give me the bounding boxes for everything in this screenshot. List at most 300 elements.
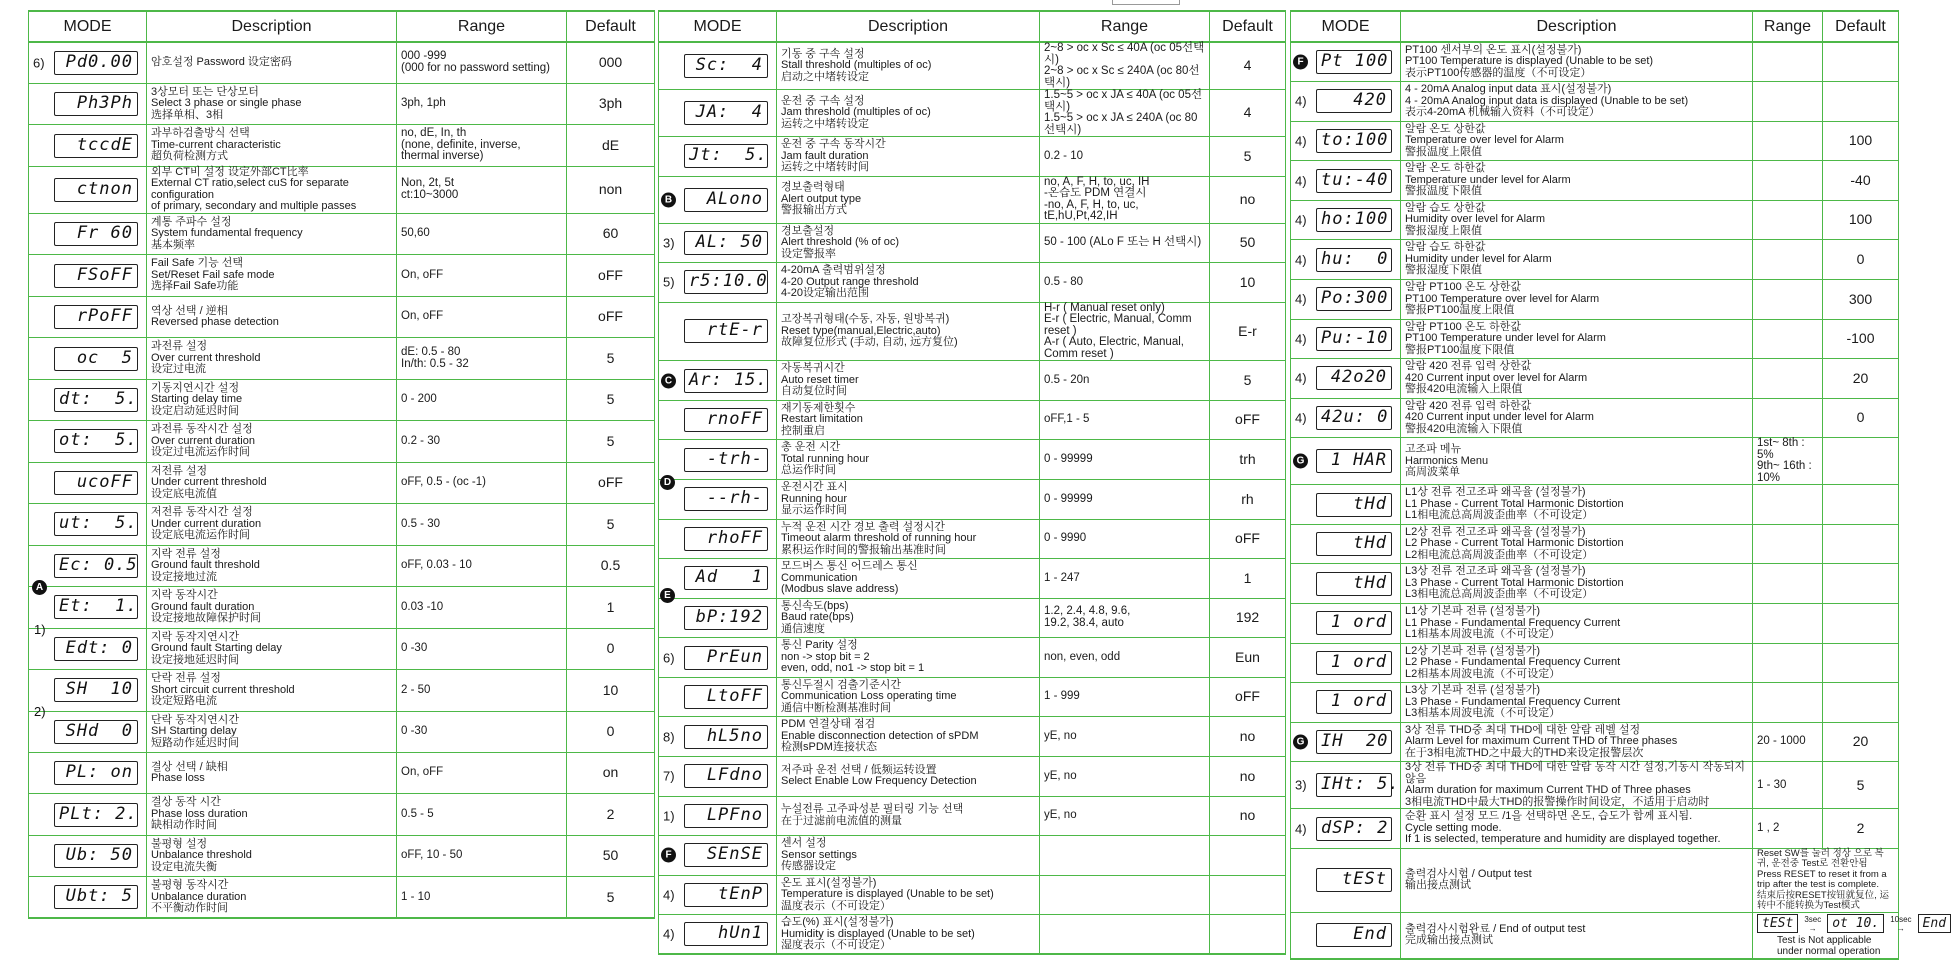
lcd-display: tHd	[1316, 493, 1392, 517]
lcd-display: r5:10.0	[684, 270, 768, 294]
table-row	[29, 835, 655, 876]
range-cell	[1753, 82, 1823, 122]
default-cell: 5	[567, 421, 655, 462]
table-row	[29, 42, 655, 83]
table-row	[1291, 359, 1899, 399]
description-cell: 모드버스 통신 어드레스 통신 Communication (Modbus slave address)	[777, 559, 1040, 599]
default-cell	[1823, 42, 1899, 82]
range-cell: 0.5 - 5	[397, 794, 567, 835]
range-cell: 0 - 9990	[1040, 519, 1210, 559]
mode-cell	[1291, 42, 1401, 82]
table-row	[659, 400, 1286, 440]
default-cell	[1823, 438, 1899, 485]
default-cell: 0.5	[567, 545, 655, 586]
lcd-display: Ph3Ph	[54, 92, 138, 116]
table-row	[659, 875, 1286, 915]
footnote-marker: 7)	[663, 768, 675, 784]
lcd-display: tHd	[1316, 532, 1392, 556]
footnote-marker: 6)	[33, 55, 45, 71]
mode-cell	[659, 598, 777, 638]
range-cell: H-r ( Manual reset only) E-r ( Electric, Manual, Comm reset ) A-r ( Auto, Electric, Manual, Comm reset )	[1040, 302, 1210, 361]
arrow-right-icon: 3sec →	[1804, 914, 1822, 933]
lcd-display: rnoFF	[684, 408, 768, 432]
footnote-marker-1: 1)	[34, 622, 46, 637]
lcd-display: Et: 1.	[54, 595, 138, 619]
lcd-display: LtoFF	[684, 685, 768, 709]
range-cell: 0.5 - 20n	[1040, 361, 1210, 401]
range-cell: no, A, F, H, to, uc, IH -온습도 PDM 연결시 -no, A, F, H, to, uc, tE,hU,Pt,42,IH	[1040, 176, 1210, 223]
mode-cell	[659, 361, 777, 401]
description-cell: L3상 전류 전고조파 왜곡율 (설정불가) L3 Phase - Current Total Harmonic Distortion L3相电流总高周波歪曲率（不可设定）	[1401, 564, 1753, 604]
description-cell: 알람 습도 하한값 Humidity under level for Alarm 警报湿度下限值	[1401, 240, 1753, 280]
lcd-display: AL: 50	[684, 231, 768, 255]
range-cell: 2~8 > oc x Sc ≤ 40A (oc 05선택시) 2~8 > oc x Sc ≤ 240A (oc 80선택시)	[1040, 42, 1210, 90]
table-row	[29, 83, 655, 124]
panel-1	[28, 10, 654, 915]
table-row	[1291, 683, 1899, 723]
section-marker: G	[1293, 454, 1308, 469]
panel-2	[658, 10, 1285, 952]
description-cell: PT100 센서부의 온도 표시(설정불가) PT100 Temperature is displayed (Unable to be set) 表示PT100传感器的温度（不可设定）	[1401, 42, 1753, 82]
range-cell: 0.03 -10	[397, 587, 567, 628]
section-marker-d: D	[660, 475, 675, 490]
description-cell: 4-20mA 출력범위설정 4-20 Output range threshold 4-20设定输出范围	[777, 263, 1040, 303]
sequence-step-ot: ot 10.	[1827, 914, 1884, 933]
range-cell	[1753, 643, 1823, 683]
default-cell	[1823, 485, 1899, 525]
mode-cell	[1291, 438, 1401, 485]
lcd-display: PLt: 2.	[54, 803, 138, 827]
default-cell: 1	[567, 587, 655, 628]
table-row	[1291, 762, 1899, 809]
description-cell: 과부하검출방식 선택 Time-current characteristic 超负荷检测方式	[147, 125, 397, 166]
lcd-display: 1 ord	[1316, 651, 1392, 675]
default-cell: 100	[1823, 121, 1899, 161]
range-cell	[1753, 564, 1823, 604]
default-cell: no	[1210, 717, 1286, 757]
table-row	[29, 877, 655, 918]
mode-cell	[659, 836, 777, 876]
mode-cell	[1291, 121, 1401, 161]
mode-cell	[1291, 240, 1401, 280]
description-cell: 결상 선택 / 缺相 Phase loss	[147, 753, 397, 794]
description-cell: 누설전류 고주파성분 필터링 기능 선택 在于过滤前电流值的测量	[777, 796, 1040, 836]
default-cell	[1823, 82, 1899, 122]
range-cell: 0 -30	[397, 711, 567, 752]
table-row	[1291, 42, 1899, 82]
mode-cell	[659, 875, 777, 915]
lcd-display: tu:-40	[1316, 169, 1392, 193]
description-cell: 누적 운전 시간 경보 출력 설정시간 Timeout alarm threshold of running hour 累积运作时间的警报输出基准时间	[777, 519, 1040, 559]
mode-cell	[29, 711, 147, 752]
header-range: Range	[397, 11, 567, 42]
range-cell: no, dE, In, th (none, definite, inverse, thermal inverse)	[397, 125, 567, 166]
table-row	[1291, 524, 1899, 564]
default-cell: -40	[1823, 161, 1899, 201]
footnote-marker: 1)	[663, 808, 675, 824]
table-row	[659, 176, 1286, 223]
lcd-display: to:100	[1316, 129, 1392, 153]
mode-cell	[659, 400, 777, 440]
mode-cell	[1291, 643, 1401, 683]
range-cell: 50,60	[397, 213, 567, 254]
description-cell: L1상 전류 전고조파 왜곡율 (설정불가) L1 Phase - Current Total Harmonic Distortion L1相电流总高周波歪曲率（不可设定）	[1401, 485, 1753, 525]
range-cell: 50 - 100 (ALo F 또는 H 선택시)	[1040, 223, 1210, 263]
lcd-display: Ad 1	[684, 566, 768, 590]
mode-cell	[29, 587, 147, 628]
description-cell: 알람 420 전류 입력 상한값 420 Current input over level for Alarm 警报420电流输入上限值	[1401, 359, 1753, 399]
mode-cell	[659, 42, 777, 90]
description-cell: 순환 표시 설정 모드 /1을 선택하면 온도, 습도가 함께 표시됨. Cycle setting mode. If 1 is selected, temperature and humidity are displayed together.	[1401, 809, 1753, 849]
lcd-display: rtE-r	[684, 319, 768, 343]
lcd-display: hUn1	[684, 922, 768, 946]
description-cell: 과전류 설정 Over current threshold 设定过电流	[147, 338, 397, 379]
range-cell	[1753, 604, 1823, 644]
range-cell	[1753, 398, 1823, 438]
footnote-marker: 4)	[1295, 93, 1307, 109]
table-row	[29, 711, 655, 752]
default-cell: 4	[1210, 42, 1286, 90]
table-row	[1291, 438, 1899, 485]
mode-cell	[1291, 319, 1401, 359]
table-row	[659, 440, 1286, 480]
default-cell	[1210, 875, 1286, 915]
mode-cell	[1291, 398, 1401, 438]
lcd-display: IH 20	[1316, 730, 1392, 754]
footnote-marker: 4)	[1295, 820, 1307, 836]
header-description: Description	[1401, 11, 1753, 42]
range-cell	[1753, 200, 1823, 240]
description-cell: 불평형 동작시간 Unbalance duration 不平衡动作时间	[147, 877, 397, 918]
mode-cell	[659, 717, 777, 757]
arrow-right-icon: 10sec →	[1890, 914, 1912, 933]
table-row	[1291, 200, 1899, 240]
lcd-display: 420	[1316, 89, 1392, 113]
mode-cell	[659, 90, 777, 137]
range-cell	[1753, 279, 1823, 319]
range-cell: On, oFF	[397, 753, 567, 794]
description-cell: 통신속도(bps) Baud rate(bps) 通信速度	[777, 598, 1040, 638]
lcd-display: hL5no	[684, 725, 768, 749]
lcd-display: 42o20	[1316, 366, 1392, 390]
range-cell	[1753, 161, 1823, 201]
lcd-display: bP:192	[684, 606, 768, 630]
default-cell: rh	[1210, 479, 1286, 519]
default-cell: 1	[1210, 559, 1286, 599]
settings-table	[658, 10, 1286, 955]
lcd-display: 42u: 0	[1316, 406, 1392, 430]
description-cell: 지락 동작시간 Ground fault duration 设定接地故障保护时间	[147, 587, 397, 628]
mode-cell	[1291, 279, 1401, 319]
header-default: Default	[1210, 11, 1286, 42]
default-cell: 0	[567, 711, 655, 752]
mode-cell	[29, 296, 147, 337]
default-cell: 5	[567, 338, 655, 379]
lcd-display: ALono	[684, 188, 768, 212]
settings-table	[1290, 10, 1947, 960]
lcd-display: 1 HAR	[1316, 449, 1392, 473]
table-row	[1291, 722, 1899, 762]
default-cell: 5	[567, 504, 655, 545]
mode-cell	[1291, 200, 1401, 240]
mode-cell	[29, 83, 147, 124]
lcd-display: SHd 0	[54, 720, 138, 744]
description-cell: 3상모터 또는 단상모터 Select 3 phase or single phase 选择单相、3相	[147, 83, 397, 124]
default-cell	[1823, 604, 1899, 644]
default-cell: 5	[1210, 361, 1286, 401]
table-row	[659, 757, 1286, 797]
range-cell: 0 -30	[397, 628, 567, 669]
range-cell: oFF, 0.5 - (oc -1)	[397, 462, 567, 503]
description-cell: L2상 전류 전고조파 왜곡율 (설정불가) L2 Phase - Current Total Harmonic Distortion L2相电流总高周波歪曲率（不可设定）	[1401, 524, 1753, 564]
lcd-display: tHd	[1316, 572, 1392, 596]
header-range: Range	[1040, 11, 1210, 42]
mode-cell	[659, 757, 777, 797]
default-cell: oFF	[1210, 677, 1286, 717]
table-row	[1291, 121, 1899, 161]
mode-cell	[659, 638, 777, 678]
table-row	[29, 504, 655, 545]
panel-3	[1290, 10, 1947, 958]
lcd-display: ot: 5.	[54, 429, 138, 453]
default-cell	[1210, 915, 1286, 955]
table-row	[29, 462, 655, 503]
lcd-display: rhoFF	[684, 527, 768, 551]
table-row	[29, 421, 655, 462]
lcd-display: FSoFF	[54, 264, 138, 288]
table-row	[1291, 240, 1899, 280]
mode-cell	[29, 213, 147, 254]
default-cell: oFF	[1210, 400, 1286, 440]
description-cell: 알람 PT100 온도 상한값 PT100 Temperature over level for Alarm 警报PT100温度上限值	[1401, 279, 1753, 319]
sequence-step-end: End	[1918, 914, 1951, 933]
table-row	[29, 670, 655, 711]
mode-cell	[1291, 848, 1401, 912]
lcd-display: tEnP	[684, 883, 768, 907]
range-cell	[1753, 240, 1823, 280]
description-cell: 기동지연시간 설정 Starting delay time 设定启动延迟时间	[147, 379, 397, 420]
footnote-marker: 4)	[1295, 133, 1307, 149]
mode-cell	[1291, 524, 1401, 564]
mode-cell	[659, 479, 777, 519]
default-cell: 000	[567, 42, 655, 83]
mode-cell	[659, 559, 777, 599]
description-cell: 단락 동작지연시간 SH Starting delay 短路动作延迟时间	[147, 711, 397, 752]
description-cell: 알람 PT100 온도 하한값 PT100 Temperature under level for Alarm 警报PT100温度下限值	[1401, 319, 1753, 359]
lcd-display: LPFno	[684, 804, 768, 828]
footnote-marker-2: 2)	[34, 704, 46, 719]
header-description: Description	[777, 11, 1040, 42]
mode-cell	[29, 42, 147, 83]
range-cell: 1 , 2	[1753, 809, 1823, 849]
description-cell: L3상 기본파 전류 (설정불가) L3 Phase - Fundamental Frequency Current L3相基本周波电流（不可设定）	[1401, 683, 1753, 723]
lcd-display: --rh-	[684, 487, 768, 511]
table-row	[659, 796, 1286, 836]
mode-cell	[1291, 485, 1401, 525]
default-cell: dE	[567, 125, 655, 166]
mode-cell	[659, 176, 777, 223]
mode-cell	[659, 263, 777, 303]
range-cell: 20 - 1000	[1753, 722, 1823, 762]
footnote-marker: 4)	[663, 926, 675, 942]
range-cell: non, even, odd	[1040, 638, 1210, 678]
default-cell: no	[1210, 757, 1286, 797]
settings-table-document	[28, 10, 1947, 958]
range-cell: dE: 0.5 - 80 In/th: 0.5 - 32	[397, 338, 567, 379]
description-cell: 통신 Parity 설정 non -> stop bit = 2 even, odd, no1 -> stop bit = 1	[777, 638, 1040, 678]
default-cell: -100	[1823, 319, 1899, 359]
range-cell: 1.5~5 > oc x JA ≤ 40A (oc 05선택시) 1.5~5 > oc x JA ≤ 240A (oc 80선택시)	[1040, 90, 1210, 137]
section-marker-e: E	[660, 588, 675, 603]
lcd-display: oc 5	[54, 347, 138, 371]
mode-cell	[29, 166, 147, 213]
mode-cell	[1291, 161, 1401, 201]
default-cell: 10	[567, 670, 655, 711]
default-cell: 4	[1210, 90, 1286, 137]
lcd-display: hu: 0	[1316, 248, 1392, 272]
description-cell: L1상 기본파 전류 (설정불가) L1 Phase - Fundamental Frequency Current L1相基本周波电流（不可设定）	[1401, 604, 1753, 644]
table-row	[29, 587, 655, 628]
footnote-marker: 8)	[663, 728, 675, 744]
mode-cell	[29, 753, 147, 794]
description-cell: 지락 전류 설정 Ground fault threshold 设定接地过流	[147, 545, 397, 586]
footnote-marker: 4)	[1295, 370, 1307, 386]
range-cell: 000 -999 (000 for no password setting)	[397, 42, 567, 83]
lcd-display: PL: on	[54, 761, 138, 785]
sequence-time-label: 3sec	[1804, 914, 1822, 924]
range-cell	[1753, 485, 1823, 525]
lcd-display: SEnSE	[684, 843, 768, 867]
description-cell: 고조파 메뉴 Harmonics Menu 高周波菜单	[1401, 438, 1753, 485]
footnote-marker: 4)	[1295, 291, 1307, 307]
mode-cell	[659, 223, 777, 263]
mode-cell	[659, 137, 777, 177]
mode-cell	[659, 440, 777, 480]
range-cell: Non, 2t, 5t ct:10~3000	[397, 166, 567, 213]
description-cell: 재기동제한횟수 Restart limitation 控制重启	[777, 400, 1040, 440]
description-cell: 외부 CT비 설정 设定外部CT比率 External CT ratio,select cuS for separate configuration of primary, secondary and multiple passes	[147, 166, 397, 213]
range-cell: oFF,1 - 5	[1040, 400, 1210, 440]
default-cell: 60	[567, 213, 655, 254]
header-range: Range	[1753, 11, 1823, 42]
range-cell: 0.5 - 30	[397, 504, 567, 545]
default-cell: 0	[1823, 398, 1899, 438]
range-cell: 0.5 - 80	[1040, 263, 1210, 303]
mode-cell	[659, 915, 777, 955]
description-cell: 4 - 20mA Analog input data 표시(설정불가) 4 - 20mA Analog input data is displayed (Unable to be set) 表示4-20mA 机械输入资料（不可设定）	[1401, 82, 1753, 122]
range-cell	[1753, 319, 1823, 359]
default-cell: oFF	[567, 255, 655, 296]
default-cell: oFF	[567, 462, 655, 503]
section-marker: C	[661, 373, 676, 388]
mode-cell	[29, 338, 147, 379]
description-cell: 운전 중 구속 동작시간 Jam fault duration 运转之中堵转时间	[777, 137, 1040, 177]
header-mode: MODE	[1291, 11, 1401, 42]
footnote-marker: 4)	[1295, 251, 1307, 267]
description-cell: 센서 설정 Sensor settings 传感器设定	[777, 836, 1040, 876]
table-row	[1291, 398, 1899, 438]
description-cell: 과전류 동작시간 설정 Over current duration 设定过电流运作时间	[147, 421, 397, 462]
default-cell: 2	[1823, 809, 1899, 849]
default-cell: 5	[1210, 137, 1286, 177]
range-cell: 0.2 - 30	[397, 421, 567, 462]
mode-cell	[29, 877, 147, 918]
table-row	[1291, 912, 1899, 959]
range-cell	[1040, 836, 1210, 876]
range-cell	[1753, 912, 1947, 959]
lcd-display: Fr 60	[54, 222, 138, 246]
range-cell: 1 - 247	[1040, 559, 1210, 599]
mode-cell	[659, 519, 777, 559]
range-cell: 1.2, 2.4, 4.8, 9.6, 19.2, 38.4, auto	[1040, 598, 1210, 638]
table-row	[659, 42, 1286, 90]
mode-cell	[29, 504, 147, 545]
section-marker-a: A	[32, 580, 47, 595]
lcd-display: End	[1316, 923, 1392, 947]
table-row	[1291, 643, 1899, 683]
lcd-display: tESt	[1316, 868, 1392, 892]
mode-cell	[1291, 722, 1401, 762]
table-row	[659, 915, 1286, 955]
range-cell: On, oFF	[397, 296, 567, 337]
range-cell: 2 - 50	[397, 670, 567, 711]
sequence-note: Test is Not applicable under normal operation	[1777, 934, 1881, 958]
mode-cell	[1291, 359, 1401, 399]
table-row	[1291, 485, 1899, 525]
default-cell: 50	[567, 835, 655, 876]
table-row	[1291, 848, 1899, 912]
description-cell: 역상 선택 / 逆相 Reversed phase detection	[147, 296, 397, 337]
mode-cell	[659, 796, 777, 836]
footnote-marker: 4)	[663, 887, 675, 903]
default-cell: no	[1210, 176, 1286, 223]
range-cell: 1st~ 8th : 5% 9th~ 16th : 10%	[1753, 438, 1823, 485]
default-cell: 5	[1823, 762, 1899, 809]
mode-cell	[29, 421, 147, 462]
default-cell	[1823, 524, 1899, 564]
description-cell: 출력검사시험완료 / End of output test 完成输出接点测试	[1401, 912, 1753, 959]
section-marker: F	[661, 848, 676, 863]
lcd-display: Jt: 5.	[684, 144, 768, 168]
section-marker: B	[661, 192, 676, 207]
table-row	[29, 545, 655, 586]
lcd-display: 1 ord	[1316, 611, 1392, 635]
table-row	[1291, 82, 1899, 122]
mode-cell	[29, 628, 147, 669]
default-cell: 20	[1823, 722, 1899, 762]
table-row	[659, 519, 1286, 559]
description-cell: 출력검사시험 / Output test 输出接点测试	[1401, 848, 1753, 912]
default-cell: oFF	[1210, 519, 1286, 559]
table-row	[659, 137, 1286, 177]
default-cell: 5	[567, 379, 655, 420]
description-cell: 운전 중 구속 설정 Jam threshold (multiples of oc) 运转之中堵转设定	[777, 90, 1040, 137]
default-cell: no	[1210, 796, 1286, 836]
lcd-display: -trh-	[684, 448, 768, 472]
header-description: Description	[147, 11, 397, 42]
lcd-display: rPoFF	[54, 305, 138, 329]
footnote-marker: 5)	[663, 274, 675, 290]
settings-table	[28, 10, 655, 919]
lcd-display: Pt 100	[1316, 50, 1392, 74]
range-cell: 0 - 200	[397, 379, 567, 420]
range-cell: yE, no	[1040, 796, 1210, 836]
range-cell: 1 - 10	[397, 877, 567, 918]
lcd-display: Po:300	[1316, 287, 1392, 311]
range-cell	[1040, 875, 1210, 915]
mode-cell	[1291, 912, 1401, 959]
lcd-display: Ubt: 5	[54, 885, 138, 909]
